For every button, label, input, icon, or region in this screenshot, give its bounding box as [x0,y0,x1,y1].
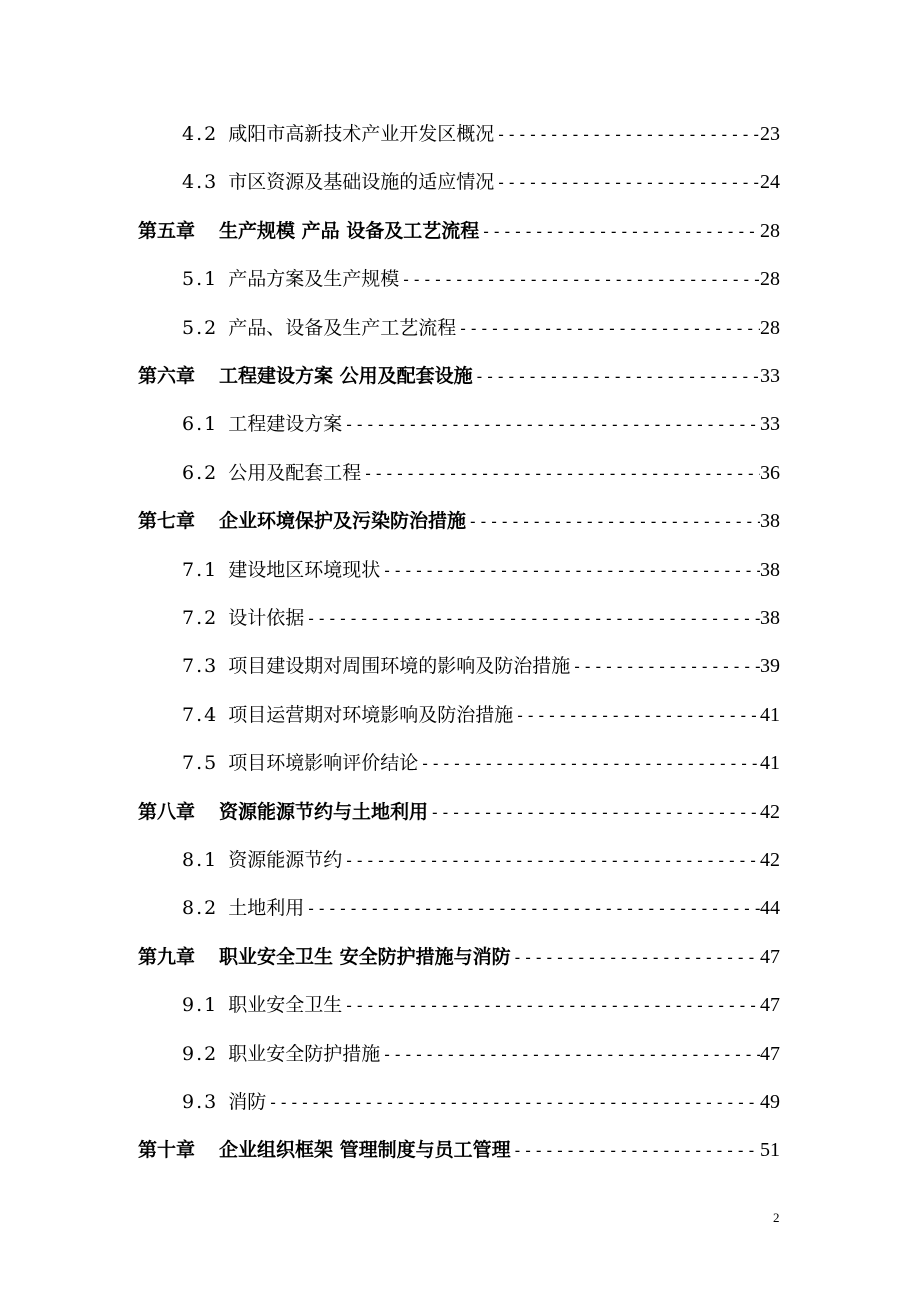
toc-entry-number: 第七章 [138,510,196,533]
toc-entry-number: 6.2 [182,461,219,484]
toc-leader-dashes [494,111,760,158]
toc-section-entry [182,884,780,932]
toc-entry-page: 47 [760,1042,780,1065]
toc-entry-number: 5.1 [182,268,219,291]
toc-section-entry [182,691,780,739]
toc-section-entry [182,400,780,448]
toc-section-entry [182,594,780,642]
toc-entry-number: 8.2 [182,897,219,920]
toc-section-entry [182,255,780,303]
toc-entry-title: 市区资源及基础设施的适应情况 [228,171,495,194]
toc-section-entry [182,981,780,1029]
toc-entry-title: 项目环境影响评价结论 [228,752,419,775]
toc-entry-title: 建设地区环境现状 [228,558,381,581]
toc-entry-number: 第九章 [138,945,196,968]
toc-chapter-entry [138,1126,780,1174]
toc-entry-page: 42 [760,849,780,871]
toc-entry-number: 8.1 [182,849,219,871]
toc-section-entry [182,1030,780,1078]
toc-entry-title: 企业环境保护及污染防治措施 [219,510,467,533]
toc-leader-dashes [511,1127,760,1174]
toc-entry-number: 第八章 [138,800,196,823]
toc-entry-title: 咸阳市高新技术产业开发区概况 [228,123,495,145]
toc-entry-title: 产品、设备及生产工艺流程 [228,316,457,339]
toc-section-entry [182,836,780,884]
toc-entry-number: 6.1 [182,413,219,436]
toc-entry-page: 24 [760,171,780,194]
toc-entry-title: 土地利用 [228,897,305,920]
toc-entry-page: 51 [760,1139,780,1162]
toc-entry-title: 职业安全卫生 [228,994,343,1017]
toc-entry-number: 5.2 [182,316,219,339]
toc-section-entry [182,739,780,787]
toc-entry-title: 项目建设期对周围环境的影响及防治措施 [228,655,571,678]
toc-leader-dashes [342,401,760,448]
toc-entry-page: 28 [760,219,780,242]
toc-entry-title: 资源能源节约与土地利用 [219,800,429,823]
toc-entry-title: 产品方案及生产规模 [228,268,400,291]
toc-entry-page: 44 [760,897,780,920]
toc-entry-page: 33 [760,413,780,436]
toc-section-entry [182,546,780,594]
toc-entry-page: 38 [760,607,780,629]
toc-entry-title: 项目运营期对环境影响及防治措施 [228,703,514,726]
toc-leader-dashes [304,885,760,932]
toc-leader-dashes [380,547,760,594]
toc-entry-number: 4.3 [182,171,219,194]
toc-entry-page: 38 [760,558,780,581]
toc-entry-title: 企业组织框架 管理制度与员工管理 [219,1139,511,1162]
toc-leader-dashes [456,305,760,352]
toc-entry-number: 7.4 [182,703,219,726]
toc-entry-title: 资源能源节约 [228,849,343,871]
toc-leader-dashes [266,1079,760,1126]
toc-section-entry [182,1078,780,1126]
toc-leader-dashes [513,692,760,739]
page-number: 2 [773,1210,780,1225]
toc-entry-page: 23 [760,123,780,145]
toc-section-entry [182,110,780,158]
toc-entry-title: 工程建设方案 公用及配套设施 [219,365,473,387]
toc-entry-page: 36 [760,461,780,484]
toc-entry-page: 42 [760,800,780,823]
toc-entry-page: 28 [760,268,780,291]
toc-leader-dashes [304,595,760,642]
toc-chapter-entry [138,497,780,545]
toc-entry-number: 9.1 [182,994,219,1017]
toc-entry-number: 第十章 [138,1139,196,1162]
toc-leader-dashes [494,159,760,206]
toc-leader-dashes [361,450,760,497]
toc-chapter-entry [138,933,780,981]
toc-leader-dashes [428,789,760,836]
toc-entry-title: 消防 [228,1091,267,1113]
toc-leader-dashes [473,353,760,400]
toc-leader-dashes [399,256,760,303]
toc-leader-dashes [342,982,760,1029]
toc-entry-title: 职业安全防护措施 [228,1042,381,1065]
toc-entry-number: 第六章 [138,365,196,387]
toc-chapter-entry [138,207,780,255]
toc-entry-page: 28 [760,316,780,339]
toc-leader-dashes [466,498,760,545]
toc-leader-dashes [511,934,760,981]
toc-entry-page: 38 [760,510,780,533]
toc-entry-page: 41 [760,752,780,775]
toc-entry-title: 工程建设方案 [228,413,343,436]
toc-entry-title: 生产规模 产品 设备及工艺流程 [219,219,480,242]
toc-entry-page: 41 [760,703,780,726]
toc-leader-dashes [479,208,760,255]
toc-entry-title: 公用及配套工程 [228,461,362,484]
toc-entry-number: 7.3 [182,655,219,678]
toc-entry-number: 4.2 [182,123,219,145]
toc-section-entry [182,304,780,352]
toc-entry-page: 33 [760,365,780,387]
toc-leader-dashes [342,837,760,884]
toc-leader-dashes [570,643,760,690]
toc-leader-dashes [418,740,760,787]
toc-entry-page: 39 [760,655,780,678]
toc-entry-page: 47 [760,994,780,1017]
toc-entry-number: 7.2 [182,607,219,629]
toc-entry-number: 第五章 [138,219,196,242]
toc-chapter-entry [138,352,780,400]
toc-entry-number: 9.2 [182,1042,219,1065]
toc-leader-dashes [380,1031,760,1078]
toc-entry-number: 7.1 [182,558,219,581]
toc-section-entry [182,158,780,206]
toc-entry-page: 49 [760,1091,780,1113]
toc-entry-number: 7.5 [182,752,219,775]
toc-entry-title: 设计依据 [228,607,305,629]
toc-chapter-entry [138,788,780,836]
toc-section-entry [182,642,780,690]
toc-entry-title: 职业安全卫生 安全防护措施与消防 [219,945,511,968]
toc-section-entry [182,449,780,497]
toc-entry-number: 9.3 [182,1091,219,1113]
toc-entry-page: 47 [760,945,780,968]
